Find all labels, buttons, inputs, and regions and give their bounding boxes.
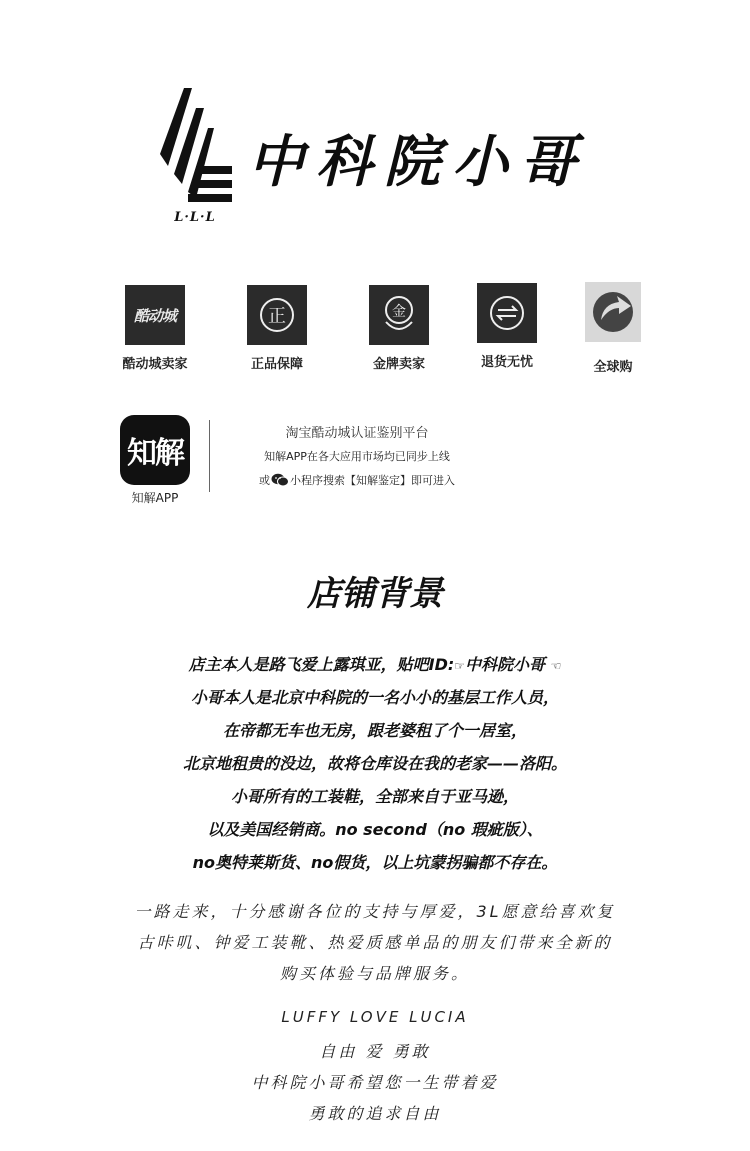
global-arrow-icon <box>585 282 641 342</box>
badge-label: 酷动城卖家 <box>122 357 188 372</box>
zhijie-app-icon: 知解 <box>120 415 190 485</box>
motto-english: LUFFY LOVE LUCIA <box>281 1008 469 1026</box>
story-line-3: 在帝都无车也无房，跟老婆租了个一居室， <box>222 721 527 740</box>
motto-line-1: 自由 爱 勇敢 <box>319 1042 431 1061</box>
motto-line-2: 中科院小哥希望您一生带着爱 <box>251 1073 499 1092</box>
badge-global-purchase <box>558 282 668 375</box>
motto-line-3: 勇敢的追求自由 <box>308 1104 442 1123</box>
story-line-7: no奥特莱斯货、no假货，以上坑蒙拐骗都不存在。 <box>192 853 558 872</box>
svg-text:金: 金 <box>392 304 406 320</box>
brand-title: 中科院小哥 <box>248 130 588 195</box>
zhijie-app-label: 知解APP <box>131 491 179 505</box>
wechat-icon <box>271 473 289 487</box>
section-title: 店铺背景 <box>307 574 443 614</box>
story-para2-line-3: 购买体验与品牌服务。 <box>279 964 470 983</box>
story-line-6: 以及美国经销商。no second（no 瑕疵版）、 <box>207 820 543 839</box>
platform-line-3: 或 小程序搜索【知解鉴定】即可进入 <box>259 474 455 487</box>
story-line-2: 小哥本人是北京中科院的一名小小的基层工作人员， <box>190 688 559 707</box>
badge-label: 金牌卖家 <box>372 357 425 372</box>
story-line-1: 店主本人是路飞爱上露琪亚，贴吧ID:☞中科院小哥 ☜ <box>188 655 562 674</box>
story-line-5: 小哥所有的工装鞋，全部来自于亚马逊， <box>230 787 519 806</box>
logo-subtitle: L·L·L <box>174 210 216 225</box>
platform-line-2: 知解APP在各大应用市场均已同步上线 <box>264 450 450 463</box>
genuine-zheng-icon <box>247 285 307 345</box>
divider <box>209 420 210 492</box>
story-line-4: 北京地租贵的没边，故将仓库设在我的老家——洛阳。 <box>182 754 567 773</box>
story-para2-line-1: 一路走来，十分感谢各位的支持与厚爱，3L愿意给喜欢复 <box>134 902 616 921</box>
badge-worry-free-return <box>452 283 562 370</box>
badge-label: 正品保障 <box>250 357 303 372</box>
svg-text:正: 正 <box>268 306 286 327</box>
platform-line-1: 淘宝酷动城认证鉴别平台 <box>285 426 429 441</box>
kudongcheng-logo-icon: 酷动城 <box>125 285 185 345</box>
story-para2-line-2: 古咔叽、钟爱工装靴、热爱质感单品的朋友们带来全新的 <box>137 933 613 952</box>
hand-right-icon: ☞ <box>454 659 466 673</box>
return-exchange-icon <box>477 283 537 343</box>
gold-medal-icon <box>369 285 429 345</box>
lll-logo-mark-icon <box>156 88 232 206</box>
badge-label: 全球购 <box>593 360 633 375</box>
hand-left-icon: ☜ <box>550 659 562 673</box>
badge-kudongcheng-seller <box>100 285 210 372</box>
badge-gold-seller <box>344 285 454 372</box>
badge-label: 退货无忧 <box>480 355 533 370</box>
badge-genuine-guarantee <box>222 285 332 372</box>
